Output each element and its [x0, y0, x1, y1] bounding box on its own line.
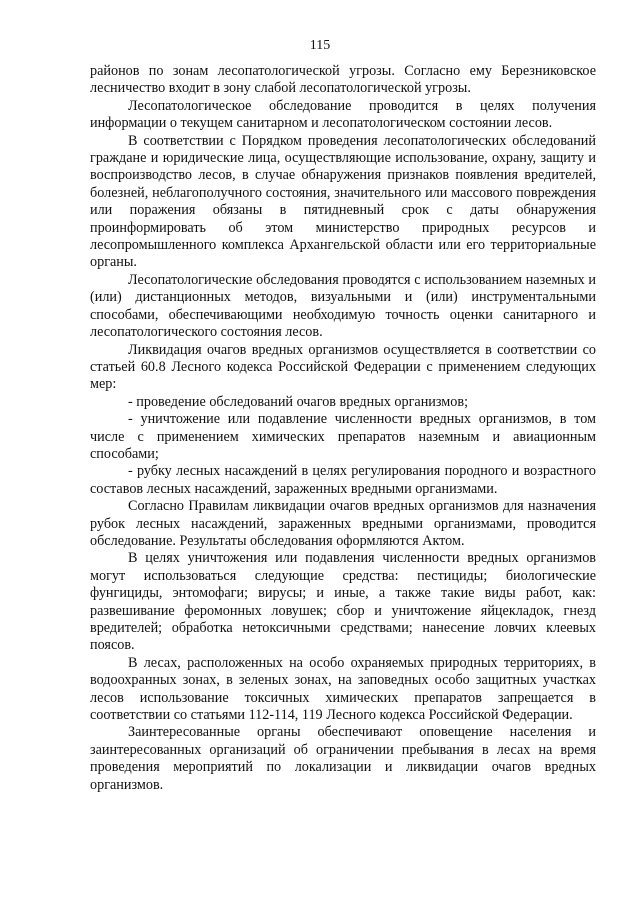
- list-item-suppression: - уничтожение или подавление численности вредных организмов, в том числе с применением химических препаратов наземным и авиационным способами;: [90, 411, 596, 462]
- paragraph-7: В целях уничтожения или подавления численности вредных организмов могут использоваться следующие средства: пестициды; биологические фунгициды, энтомофаги; вирусы; и иные, а также такие виды работ, как: развешивание феромонных ловушек; сбор и уничтожение яйцекладок, гнезд вредителей; обработка нетоксичными средствами; нанесение ловчих клеевых поясов.: [90, 550, 596, 654]
- paragraph-5: Ликвидация очагов вредных организмов осуществляется в соответствии со статьей 60.8 Лесного кодекса Российской Федерации с применением следующих мер:: [90, 341, 596, 393]
- body-text: [90, 63, 596, 794]
- paragraph-6: Согласно Правилам ликвидации очагов вредных организмов для назначения рубок лесных насаждений, зараженных вредными организмами, проводится обследование. Результаты обследования оформляются Актом.: [90, 498, 596, 549]
- list-item-inspection: - проведение обследований очагов вредных организмов;: [128, 393, 469, 410]
- paragraph-9: Заинтересованные органы обеспечивают оповещение населения и заинтересованных организаций об ограничении пребывания в лесах на время проведения мероприятий по локализации и ликвидации очагов вредных организмов.: [90, 724, 596, 793]
- list-item-felling: - рубку лесных насаждений в целях регулирования породного и возрастного составов лесных насаждений, зараженных вредными организмами.: [90, 463, 596, 497]
- paragraph-3: В соответствии с Порядком проведения лесопатологических обследований граждане и юридические лица, осуществляющие использование, охрану, защиту и воспроизводство лесов, в случае обнаружения признаков появления вредителей, болезней, неблагополучного состояния, значительного или массового повреждения или поражения обязаны в пятидневный срок с даты обнаружения проинформировать об этом министерство природных ресурсов и лесопромышленного комплекса Архангельской области или его территориальные органы.: [90, 132, 596, 271]
- paragraph-4: Лесопатологические обследования проводятся с использованием наземных и (или) дистанционных методов, визуальными и (или) инструментальными способами, обеспечивающими необходимую точность оценки санитарного и лесопатологического состояния лесов.: [90, 271, 596, 341]
- paragraph-2: Лесопатологическое обследование проводится в целях получения информации о текущем санитарном и лесопатологическом состоянии лесов.: [90, 97, 596, 132]
- page-number: 115: [309, 38, 331, 53]
- paragraph-8: В лесах, расположенных на особо охраняемых природных территориях, в водоохранных зонах, в зеленых зонах, на заповедных особо защитных участках лесов использование токсичных химических препаратов запрещается в соответствии со статьями 112-114, 119 Лесного кодекса Российской Федерации.: [90, 654, 596, 724]
- paragraph-1: районов по зонам лесопатологической угрозы. Согласно ему Березниковское лесничество входит в зону слабой лесопатологической угрозы.: [90, 63, 596, 97]
